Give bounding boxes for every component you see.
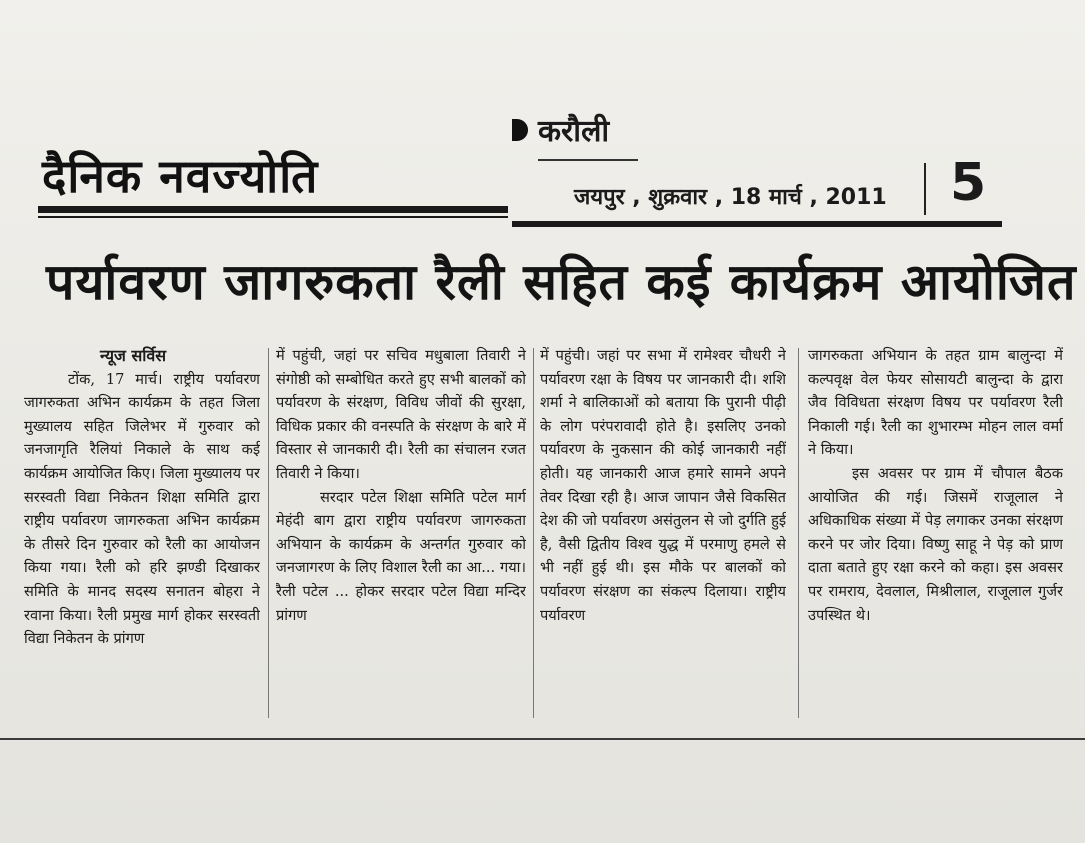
article-paragraph: जागरुकता अभियान के तहत ग्राम बालुन्दा में कल्पवृक्ष वेल फेयर सोसायटी बालुन्दा के द्वारा जैव विविधता संरक्षण विषय पर पर्यावरण रैली निकाली गई। रैली का शुभारम्भ मोहन लाल वर्मा ने किया। bbox=[808, 347, 1063, 459]
header-rule bbox=[512, 221, 1002, 227]
article-column-1 bbox=[24, 344, 260, 724]
edition-name: करौली bbox=[538, 114, 610, 149]
article-headline: पर्यावरण जागरुकता रैली सहित कई कार्यक्रम आयोजित bbox=[46, 253, 1077, 311]
dateline: जयपुर , शुक्रवार , 18 मार्च , 2011 bbox=[574, 185, 887, 210]
newspaper-name: दैनिक नवज्योति bbox=[42, 149, 319, 203]
article-column-2 bbox=[276, 344, 526, 724]
article-paragraph: में पहुंची, जहां पर सचिव मधुबाला तिवारी ने संगोष्ठी को सम्बोधित करते हुए सभी बालकों को पर्यावरण के संरक्षण, विविध जीवों की सुरक्षा, विधिक प्रकार की वनस्पति के संरक्षण के बारे में विस्तार से जानकारी दी। रैली का संचालन रजत तिवारी ने किया। bbox=[276, 347, 526, 482]
masthead-rule-thin bbox=[38, 216, 508, 218]
article-column-4 bbox=[808, 344, 1063, 724]
page-number-divider bbox=[924, 163, 926, 215]
article-paragraph: में पहुंची। जहां पर सभा में रामेश्वर चौधरी ने पर्यावरण रक्षा के विषय पर जानकारी दी। शशि शर्मा ने बालिकाओं को बताया कि पुरानी पीढ़ी के लोग परंपरावादी होते है। इसलिए उनको पर्यावरण के नुकसान की कोई जानकारी नहीं होती। यह जानकारी आज हमारे सामने अपने तेवर दिखा रही है। आज जापान जैसे विकसित देश की जो पर्यावरण असंतुलन से जो दुर्गति हुई है, वैसी द्वितीय विश्व युद्ध में परमाणु हमले से भी नहीं हुई थी। इस मौके पर बालकों को पर्यावरण संरक्षण का संकल्प दिलाया। राष्ट्रीय पर्यावरण bbox=[540, 347, 786, 624]
article-byline: न्यूज सर्विस bbox=[100, 346, 167, 365]
edition-underline bbox=[538, 159, 638, 161]
article-paragraph: इस अवसर पर ग्राम में चौपाल बैठक आयोजित की गई। जिसमें राजूलाल ने अधिकाधिक संख्या में पेड़ लगाकर उनका संरक्षण करने पर जोर दिया। विष्णु साहू ने पेड़ को प्राण दाता बताते हुए रक्षा करने को कहा। इस अवसर पर रामराय, देवलाल, मिश्रीलाल, राजूलाल गुर्जर उपस्थित थे। bbox=[808, 464, 1063, 624]
column-divider bbox=[268, 348, 269, 718]
article-column-3 bbox=[540, 344, 786, 724]
bullet-icon bbox=[512, 119, 528, 141]
column-divider bbox=[533, 348, 534, 718]
masthead-rule bbox=[38, 206, 508, 213]
article-paragraph: टोंक, 17 मार्च। राष्ट्रीय पर्यावरण जागरुकता अभिन कार्यक्रम के तहत जिला मुख्यालय सहित जिलेभर में गुरुवार को जनजागृति रैलियां निकाले के साथ कई कार्यक्रम आयोजित किए। जिला मुख्यालय पर सरस्वती विद्या निकेतन शिक्षा समिति द्वारा राष्ट्रीय पर्यावरण जागरुकता अभिन कार्यक्रम के तीसरे दिन गुरुवार को रैली का आयोजन किया गया। रैली को हरि झण्डी दिखाकर समिति के मानद सदस्य सनातन बोहरा ने रवाना किया। रैली प्रमुख मार्ग होकर सरस्वती विद्या निकेतन के प्रांगण bbox=[24, 370, 260, 648]
masthead bbox=[38, 140, 508, 220]
article-paragraph: सरदार पटेल शिक्षा समिति पटेल मार्ग मेहंदी बाग द्वारा राष्ट्रीय पर्यावरण जागरुकता अभियान के कार्यक्रम के अन्तर्गत गुरुवार को जनजागरण के लिए विशाल रैली का आ... गया। रैली पटेल ... होकर सरदार पटेल विद्या मन्दिर प्रांगण bbox=[276, 488, 526, 624]
column-divider bbox=[798, 348, 799, 718]
page-header bbox=[512, 105, 1002, 233]
page-number: 5 bbox=[950, 153, 987, 213]
article-bottom-rule bbox=[0, 738, 1085, 740]
